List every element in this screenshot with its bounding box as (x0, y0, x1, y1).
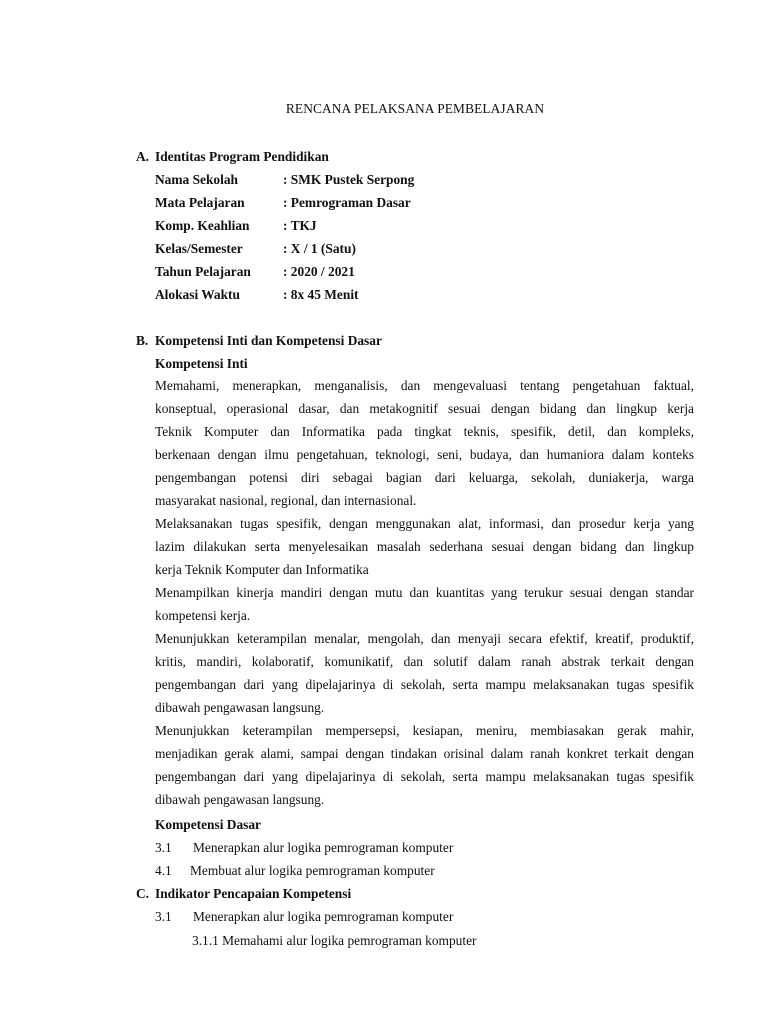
identity-value: : TKJ (283, 218, 317, 233)
ki-line: dibawah pengawasan langsung. (155, 700, 325, 715)
section-c-letter: C. (136, 886, 150, 901)
identity-label: Tahun Pelajaran (155, 264, 251, 279)
ki-line: pengembangan dari yang dipelajarinya di sekolah, serta mampu melaksanakan tugas spesifik (155, 769, 694, 784)
ki-line: dibawah pengawasan langsung. (155, 792, 325, 807)
identity-label: Komp. Keahlian (155, 218, 250, 233)
section-b-title: Kompetensi Inti dan Kompetensi Dasar (155, 333, 382, 348)
kd-item (155, 840, 453, 856)
identity-label: Kelas/Semester (155, 241, 243, 256)
ki-line: Menunjukkan keterampilan mempersepsi, kesiapan, meniru, membiasakan gerak mahir, (155, 723, 694, 738)
kd-heading: Kompetensi Dasar (155, 817, 262, 832)
section-a-heading (136, 149, 329, 165)
identity-label: Nama Sekolah (155, 172, 238, 187)
ki-line: kritis, mandiri, kolaboratif, komunikatif, dan solutif dalam ranah abstrak terkait dengan (155, 654, 694, 669)
identity-value: : 2020 / 2021 (283, 264, 355, 279)
section-a-title: Identitas Program Pendidikan (155, 149, 329, 164)
section-b-heading (136, 333, 382, 349)
section-c-title: Indikator Pencapaian Kompetensi (155, 886, 352, 901)
ki-line: konseptual, operasional dasar, dan metakognitif sesuai dengan bidang dan lingkup kerja (155, 401, 694, 416)
ki-paragraphs (155, 374, 694, 811)
section-a-letter: A. (136, 149, 150, 164)
ki-line: Menampilkan kinerja mandiri dengan mutu dan kuantitas yang terukur sesuai dengan standar (155, 585, 694, 600)
identity-value: : X / 1 (Satu) (283, 241, 356, 256)
identity-row-class (155, 241, 356, 257)
ki-line: Melaksanakan tugas spesifik, dengan menggunakan alat, informasi, dan prosedur kerja yang (155, 516, 694, 531)
indicator-subitem: 3.1.1 Memahami alur logika pemrograman komputer (192, 933, 477, 948)
ki-line: lazim dilakukan serta menyelesaikan masalah sederhana sesuai dengan bidang dan lingkup (155, 539, 694, 554)
kd-text: Membuat alur logika pemrograman komputer (190, 863, 435, 878)
ki-line: masyarakat nasional, regional, dan internasional. (155, 493, 417, 508)
identity-label: Mata Pelajaran (155, 195, 245, 210)
identity-row-time (155, 287, 359, 303)
identity-value: : SMK Pustek Serpong (283, 172, 415, 187)
identity-value: : 8x 45 Menit (283, 287, 359, 302)
document-title: RENCANA PELAKSANA PEMBELAJARAN (285, 101, 545, 116)
ki-line: pengembangan dari yang dipelajarinya di sekolah, serta mampu melaksanakan tugas spesifik (155, 677, 694, 692)
section-c-heading (136, 886, 351, 902)
section-b-letter: B. (136, 333, 149, 348)
kd-text: Menerapkan alur logika pemrograman komputer (193, 840, 454, 855)
kd-item (155, 863, 435, 879)
identity-row-expertise (155, 218, 317, 234)
identity-row-year (155, 264, 355, 280)
ki-line: kompetensi kerja. (155, 608, 251, 623)
kd-number: 3.1 (155, 840, 172, 855)
ki-line: Memahami, menerapkan, menganalisis, dan mengevaluasi tentang pengetahuan faktual, (155, 378, 694, 393)
kd-number: 4.1 (155, 863, 172, 878)
ki-line: kerja Teknik Komputer dan Informatika (155, 562, 369, 577)
indicator-number: 3.1 (155, 909, 172, 924)
ki-line: menjadikan gerak alami, sampai dengan tindakan orisinal dalam ranah konkret terkait dengan (155, 746, 694, 761)
ki-line: Teknik Komputer dan Informatika pada tingkat teknis, spesifik, detil, dan kompleks, (155, 424, 694, 439)
ki-heading: Kompetensi Inti (155, 356, 248, 371)
identity-row-subject (155, 195, 411, 211)
ki-line: Menunjukkan keterampilan menalar, mengolah, dan menyaji secara efektif, kreatif, produktif, (155, 631, 694, 646)
indicator-text: Menerapkan alur logika pemrograman komputer (193, 909, 454, 924)
ki-line: berkenaan dengan ilmu pengetahuan, teknologi, seni, budaya, dan humaniora dalam konteks (155, 447, 694, 462)
identity-value: : Pemrograman Dasar (283, 195, 411, 210)
identity-row-school (155, 172, 414, 188)
identity-label: Alokasi Waktu (155, 287, 240, 302)
ki-line: pengembangan potensi diri sebagai bagian dari keluarga, sekolah, duniakerja, warga (155, 470, 694, 485)
indicator-item (155, 909, 453, 925)
